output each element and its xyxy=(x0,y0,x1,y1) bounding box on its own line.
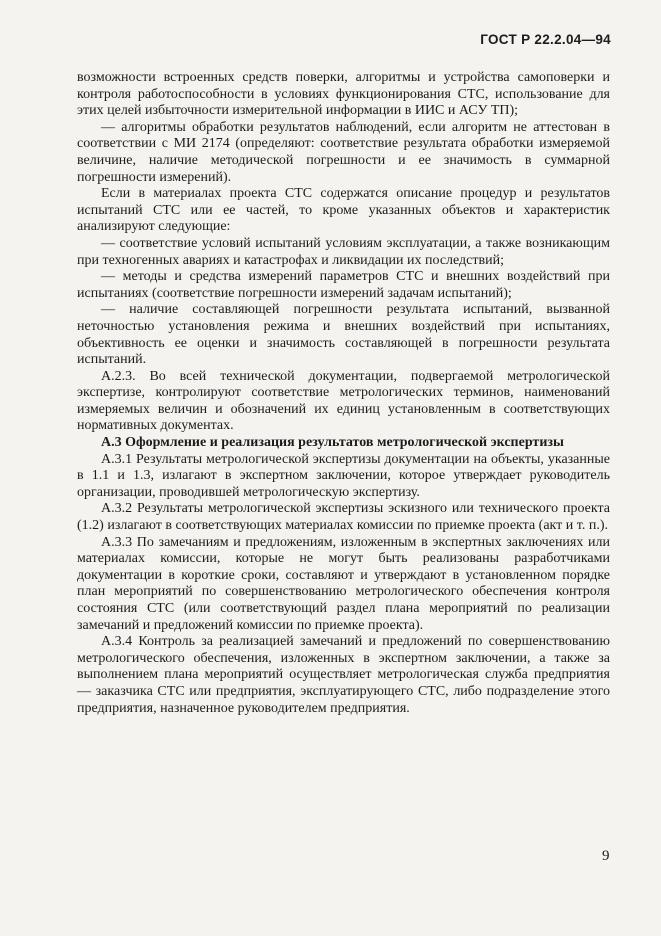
paragraph: — наличие составляющей погрешности результата испытаний, вызванной неточностью установления режима и внешних воздействий при испытаниях, объективность ее оценки и значимость составляющей в погрешности результата испытаний. xyxy=(77,302,610,368)
paragraph: А.3.2 Результаты метрологической экспертизы эскизного или технического проекта (1.2) излагают в соответствующих материалах комиссии по приемке проекта (акт и т. п.). xyxy=(77,501,610,534)
paragraph: А.3.3 По замечаниям и предложениям, изложенным в экспертных заключениях или материалах комиссии, которые не могут быть реализованы разработчиками документации в короткие сроки, составляют и утверждают в установленном порядке план мероприятий по совершенствованию метрологического обеспечения контроля состояния СТС (или соответствующий раздел плана мероприятий по реализации замечаний и предложений комиссии по приемке проекта). xyxy=(77,534,610,633)
document-code-header: ГОСТ Р 22.2.04—94 xyxy=(480,32,611,47)
paragraph: возможности встроенных средств поверки, алгоритмы и устройства самоповерки и контроля работоспособности в условиях функционирования СТС, использование для этих целей избыточности измерительной информации в ИИС и АСУ ТП); xyxy=(77,70,610,119)
paragraph: — соответствие условий испытаний условиям эксплуатации, а также возникающим при техногенных авариях и катастрофах и ликвидации их последствий; xyxy=(77,235,610,268)
paragraph: А.3.1 Результаты метрологической экспертизы документации на объекты, указанные в 1.1 и 1.3, излагают в экспертном заключении, которое утверждает руководитель организации, проводившей метрологическую экспертизу. xyxy=(77,451,610,500)
paragraph: — методы и средства измерений параметров СТС и внешних воздействий при испытаниях (соответствие погрешности измерений задачам испытаний); xyxy=(77,269,610,301)
paragraph: А.2.3. Во всей технической документации, подвергаемой метрологической экспертизе, контролируют соответствие метрологических терминов, наименований измеряемых величин и обозначений их единиц установленным в соответствующих нормативных документах. xyxy=(77,368,610,434)
document-body xyxy=(77,70,610,717)
paragraph: А.3.4 Контроль за реализацией замечаний и предложений по совершенствованию метрологического обеспечения, изложенных в экспертном заключении, а также за выполнением плана мероприятий осуществляет метрологическая служба предприятия — заказчика СТС или предприятия, эксплуатирующего СТС, либо подразделение этого предприятия, назначенное руководителем предприятия. xyxy=(77,634,610,716)
section-heading: А.3 Оформление и реализация результатов метрологической экспертизы xyxy=(101,435,564,451)
page-number: 9 xyxy=(602,848,610,864)
paragraph: — алгоритмы обработки результатов наблюдений, если алгоритм не аттестован в соответствии с МИ 2174 (определяют: соответствие результата обработки измеряемой величине, наличие методической погрешности и ее значимость в суммарной погрешности измерений). xyxy=(77,119,610,185)
paragraph: Если в материалах проекта СТС содержатся описание процедур и результатов испытаний СТС или ее частей, то кроме указанных объектов и характеристик анализируют следующие: xyxy=(77,186,610,235)
